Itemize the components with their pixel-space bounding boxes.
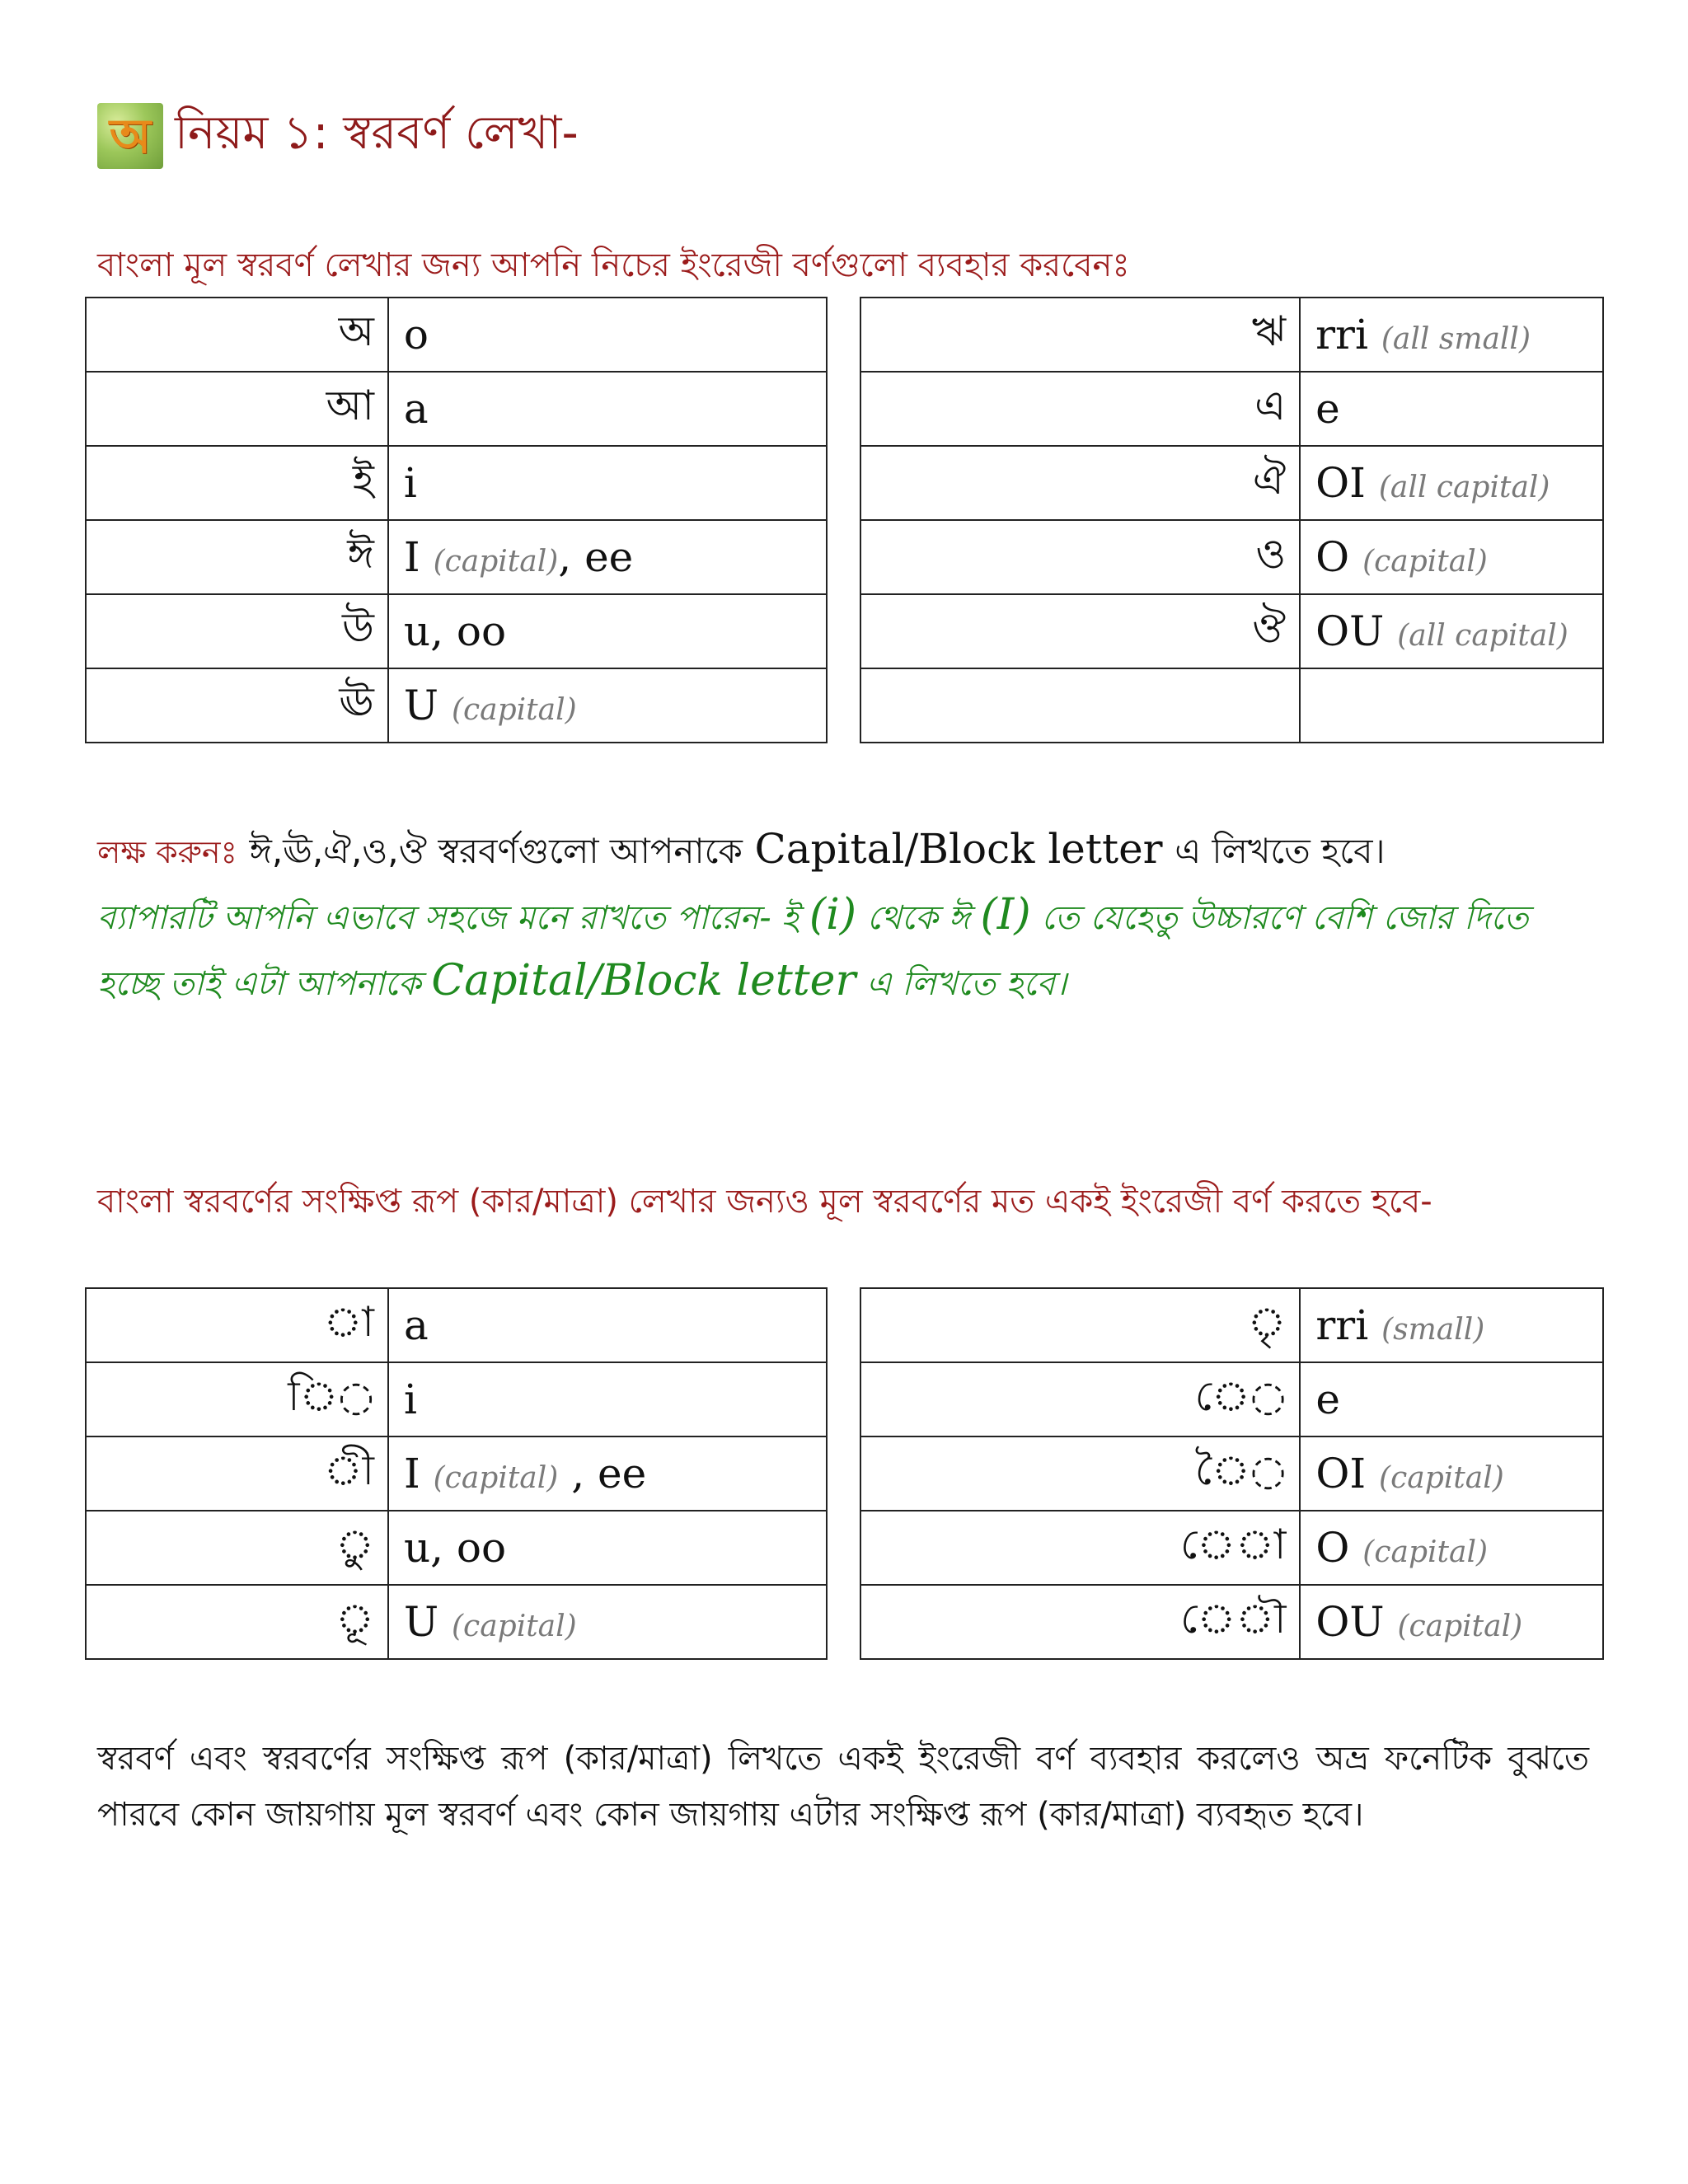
rule-title: নিয়ম ১: স্বরবর্ণ লেখা- <box>175 106 579 160</box>
table-row <box>86 298 827 372</box>
english-cell: a <box>388 372 827 446</box>
kar-table-right <box>860 1287 1604 1660</box>
rule-heading <box>97 99 579 173</box>
english-cell: O (capital) <box>1300 1511 1603 1585</box>
bangla-cell <box>860 668 1300 743</box>
vowel-logo-icon: অ <box>97 103 163 169</box>
bangla-cell: ৈ◌ <box>860 1436 1300 1511</box>
table-row <box>860 446 1603 520</box>
bangla-cell: ঐ <box>860 446 1300 520</box>
mnemonic-note: ব্যাপারটি আপনি এভাবে সহজে মনে রাখতে পারেন- ই (i) থেকে ঈ (I) তে যেহেতু উচ্চারণে বেশি জোর দিতে হচ্ছে তাই এটা আপনাকে Capital/Block letter এ লিখতে হবে। <box>97 890 1529 1005</box>
vowel-table-right <box>860 297 1604 743</box>
english-cell: e <box>1300 1362 1603 1436</box>
bangla-cell: ও <box>860 520 1300 594</box>
english-cell: u, oo <box>388 1511 827 1585</box>
table-row <box>86 1585 827 1659</box>
english-cell: rri (all small) <box>1300 298 1603 372</box>
table-row <box>860 1436 1603 1511</box>
table-row <box>86 1511 827 1585</box>
bangla-cell: ে◌ৗ <box>860 1585 1300 1659</box>
table-row <box>860 520 1603 594</box>
english-cell: OU (capital) <box>1300 1585 1603 1659</box>
english-cell: U (capital) <box>388 1585 827 1659</box>
bangla-cell: আ <box>86 372 388 446</box>
table-row <box>860 372 1603 446</box>
section2-intro: বাংলা স্বরবর্ণের সংক্ষিপ্ত রূপ (কার/মাত্রা) লেখার জন্যও মূল স্বরবর্ণের মত একই ইংরেজী বর্ণ করতে হবে- <box>97 1183 1432 1221</box>
notice-label: লক্ষ করুনঃ <box>97 834 237 870</box>
english-cell: a <box>388 1288 827 1362</box>
bangla-cell: ঈ <box>86 520 388 594</box>
english-cell: I (capital) , ee <box>388 1436 827 1511</box>
bangla-cell: ◌ূ <box>86 1585 388 1659</box>
english-cell: OU (all capital) <box>1300 594 1603 668</box>
english-cell: i <box>388 1362 827 1436</box>
table-row <box>86 594 827 668</box>
table-row <box>860 1288 1603 1362</box>
table-row <box>86 1436 827 1511</box>
bangla-cell: ◌ৃ <box>860 1288 1300 1362</box>
bangla-cell: ই <box>86 446 388 520</box>
table-row <box>860 1362 1603 1436</box>
table-row <box>860 1585 1603 1659</box>
kar-table-left <box>85 1287 828 1660</box>
bangla-cell: ঔ <box>860 594 1300 668</box>
english-cell: u, oo <box>388 594 827 668</box>
bangla-cell: ে◌ <box>860 1362 1300 1436</box>
notice-text: ঈ,ঊ,ঐ,ও,ঔ স্বরবর্ণগুলো আপনাকে <box>249 831 743 871</box>
table-row <box>86 1288 827 1362</box>
english-cell: I (capital), ee <box>388 520 827 594</box>
notice-english: Capital/Block letter <box>754 825 1163 873</box>
table-row <box>86 668 827 743</box>
english-cell <box>1300 668 1603 743</box>
english-cell: O (capital) <box>1300 520 1603 594</box>
english-cell: rri (small) <box>1300 1288 1603 1362</box>
english-cell: OI (capital) <box>1300 1436 1603 1511</box>
english-cell: e <box>1300 372 1603 446</box>
bangla-cell: ে◌া <box>860 1511 1300 1585</box>
bangla-cell: ঋ <box>860 298 1300 372</box>
bangla-cell: ঊ <box>86 668 388 743</box>
table-row <box>860 1511 1603 1585</box>
section1-intro: বাংলা মূল স্বরবর্ণ লেখার জন্য আপনি নিচের ইংরেজী বর্ণগুলো ব্যবহার করবেনঃ <box>97 246 1130 284</box>
bangla-cell: ◌ী <box>86 1436 388 1511</box>
english-cell: i <box>388 446 827 520</box>
table-row <box>86 1362 827 1436</box>
bangla-cell: অ <box>86 298 388 372</box>
english-cell: OI (all capital) <box>1300 446 1603 520</box>
bangla-cell: ি◌ <box>86 1362 388 1436</box>
bangla-cell: ◌া <box>86 1288 388 1362</box>
table-row <box>860 668 1603 743</box>
table-row <box>86 520 827 594</box>
vowel-table-left <box>85 297 828 743</box>
english-cell: o <box>388 298 827 372</box>
table-row <box>86 446 827 520</box>
english-cell: U (capital) <box>388 668 827 743</box>
bangla-cell: এ <box>860 372 1300 446</box>
closing-paragraph: স্বরবর্ণ এবং স্বরবর্ণের সংক্ষিপ্ত রূপ (কার/মাত্রা) লিখতে একই ইংরেজী বর্ণ ব্যবহার করলেও অভ্র ফনেটিক বুঝতে পারবে কোন জায়গায় মূল স্বরবর্ণ এবং কোন জায়গায় এটার সংক্ষিপ্ত রূপ (কার/মাত্রা) ব্যবহৃত হবে। <box>97 1740 1589 1834</box>
bangla-cell: উ <box>86 594 388 668</box>
notice-line <box>97 824 1385 883</box>
table-row <box>860 298 1603 372</box>
bangla-cell: ◌ু <box>86 1511 388 1585</box>
notice-tail: এ লিখতে হবে। <box>1175 831 1386 871</box>
table-row <box>86 372 827 446</box>
table-row <box>860 594 1603 668</box>
